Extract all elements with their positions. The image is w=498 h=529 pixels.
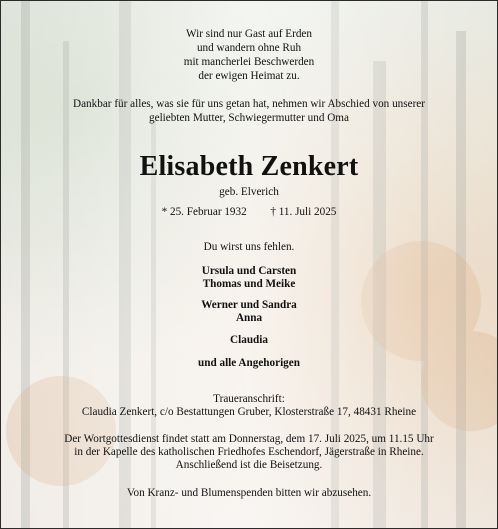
service-line: Der Wortgottesdienst findet statt am Donnerstag, dem 17. Juli 2025, um 11.15 Uhr	[64, 433, 434, 445]
mourner-line: Ursula und Carsten	[201, 265, 297, 277]
verse-line: Wir sind nur Gast auf Erden	[186, 28, 312, 40]
intro-line: Dankbar für alles, was sie für uns getan hat, nehmen wir Abschied von unserer	[73, 98, 425, 110]
death-date: † 11. Juli 2025	[270, 206, 337, 218]
mourner-line: Anna	[235, 312, 263, 324]
mourner-line: Thomas und Meike	[202, 278, 296, 290]
missed-text: Du wirst uns fehlen.	[203, 241, 295, 253]
address-label: Traueranschrift:	[213, 393, 285, 405]
verse-line: mit mancherlei Beschwerden	[183, 56, 315, 68]
birth-date: * 25. Februar 1932	[161, 206, 247, 218]
intro-line: geliebten Mutter, Schwiegermutter und Oma	[149, 112, 349, 124]
address-line: Claudia Zenkert, c/o Bestattungen Gruber, Klosterstraße 17, 48431 Rheine	[81, 406, 417, 418]
life-dates	[1, 206, 497, 219]
mourner-line: Claudia	[230, 334, 268, 346]
service-line: in der Kapelle des katholischen Friedhofes Eschendorf, Jägerstraße in Rheine.	[74, 446, 424, 458]
maiden-name: geb. Elverich	[219, 186, 279, 198]
mourner-line: und alle Angehorigen	[198, 357, 300, 369]
service-line: Anschließend ist die Beisetzung.	[175, 459, 323, 471]
verse-line: und wandern ohne Ruh	[196, 42, 302, 54]
deceased-name: Elisabeth Zenkert	[139, 151, 359, 182]
mourner-line: Werner und Sandra	[201, 299, 297, 311]
closing-line: Von Kranz- und Blumenspenden bitten wir abzusehen.	[126, 487, 372, 499]
verse-line: der ewigen Heimat zu.	[198, 70, 300, 82]
